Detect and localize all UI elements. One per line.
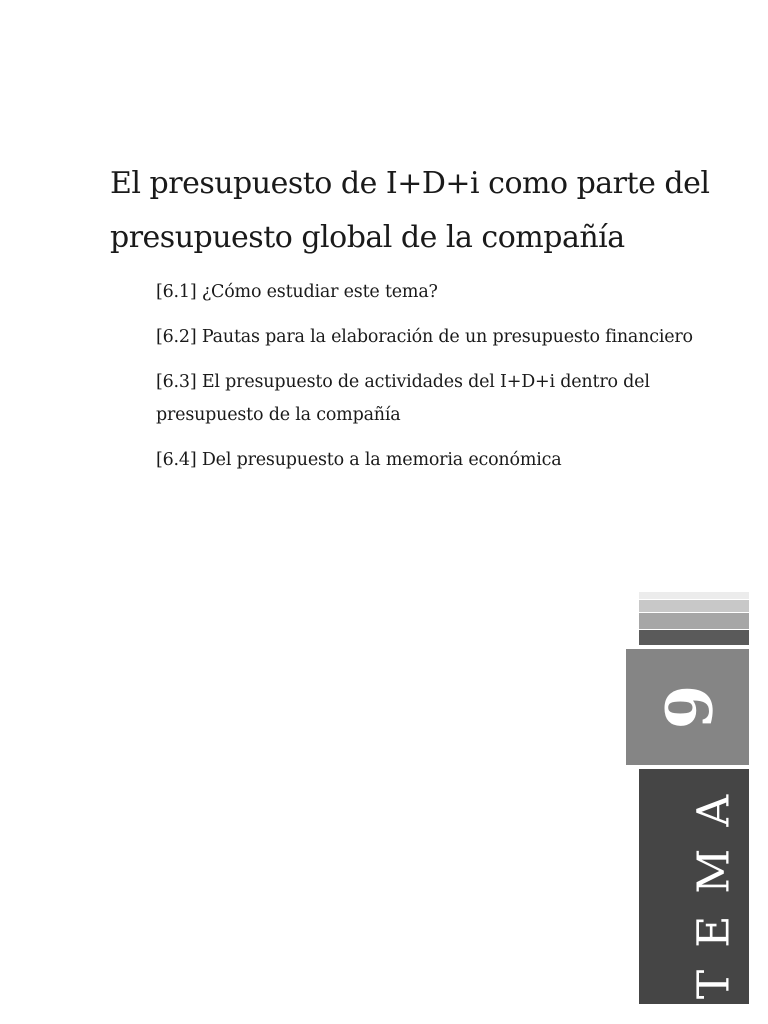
toc-item-6-3: [6.3] El presupuesto de actividades del I+D+i dentro del presupuesto de la compañía: [156, 372, 650, 425]
table-of-contents: [156, 276, 736, 489]
tab-stripe-medium: [639, 613, 749, 629]
toc-item-6-4: [6.4] Del presupuesto a la memoria económica: [156, 450, 562, 470]
tab-stripe-light: [639, 600, 749, 612]
toc-item-6-2: [6.2] Pautas para la elaboración de un presupuesto financiero: [156, 327, 693, 347]
chapter-label: TEMA: [688, 772, 740, 1000]
tab-stripe-dark: [639, 630, 749, 645]
chapter-number-box: [626, 649, 749, 765]
document-title: El presupuesto de I+D+i como parte del presupuesto global de la compañía: [110, 166, 710, 255]
chapter-number: 6: [650, 684, 725, 730]
tab-stripe-lightest: [639, 592, 749, 599]
toc-item-6-1: [6.1] ¿Cómo estudiar este tema?: [156, 282, 438, 302]
chapter-label-box: [639, 769, 749, 1004]
